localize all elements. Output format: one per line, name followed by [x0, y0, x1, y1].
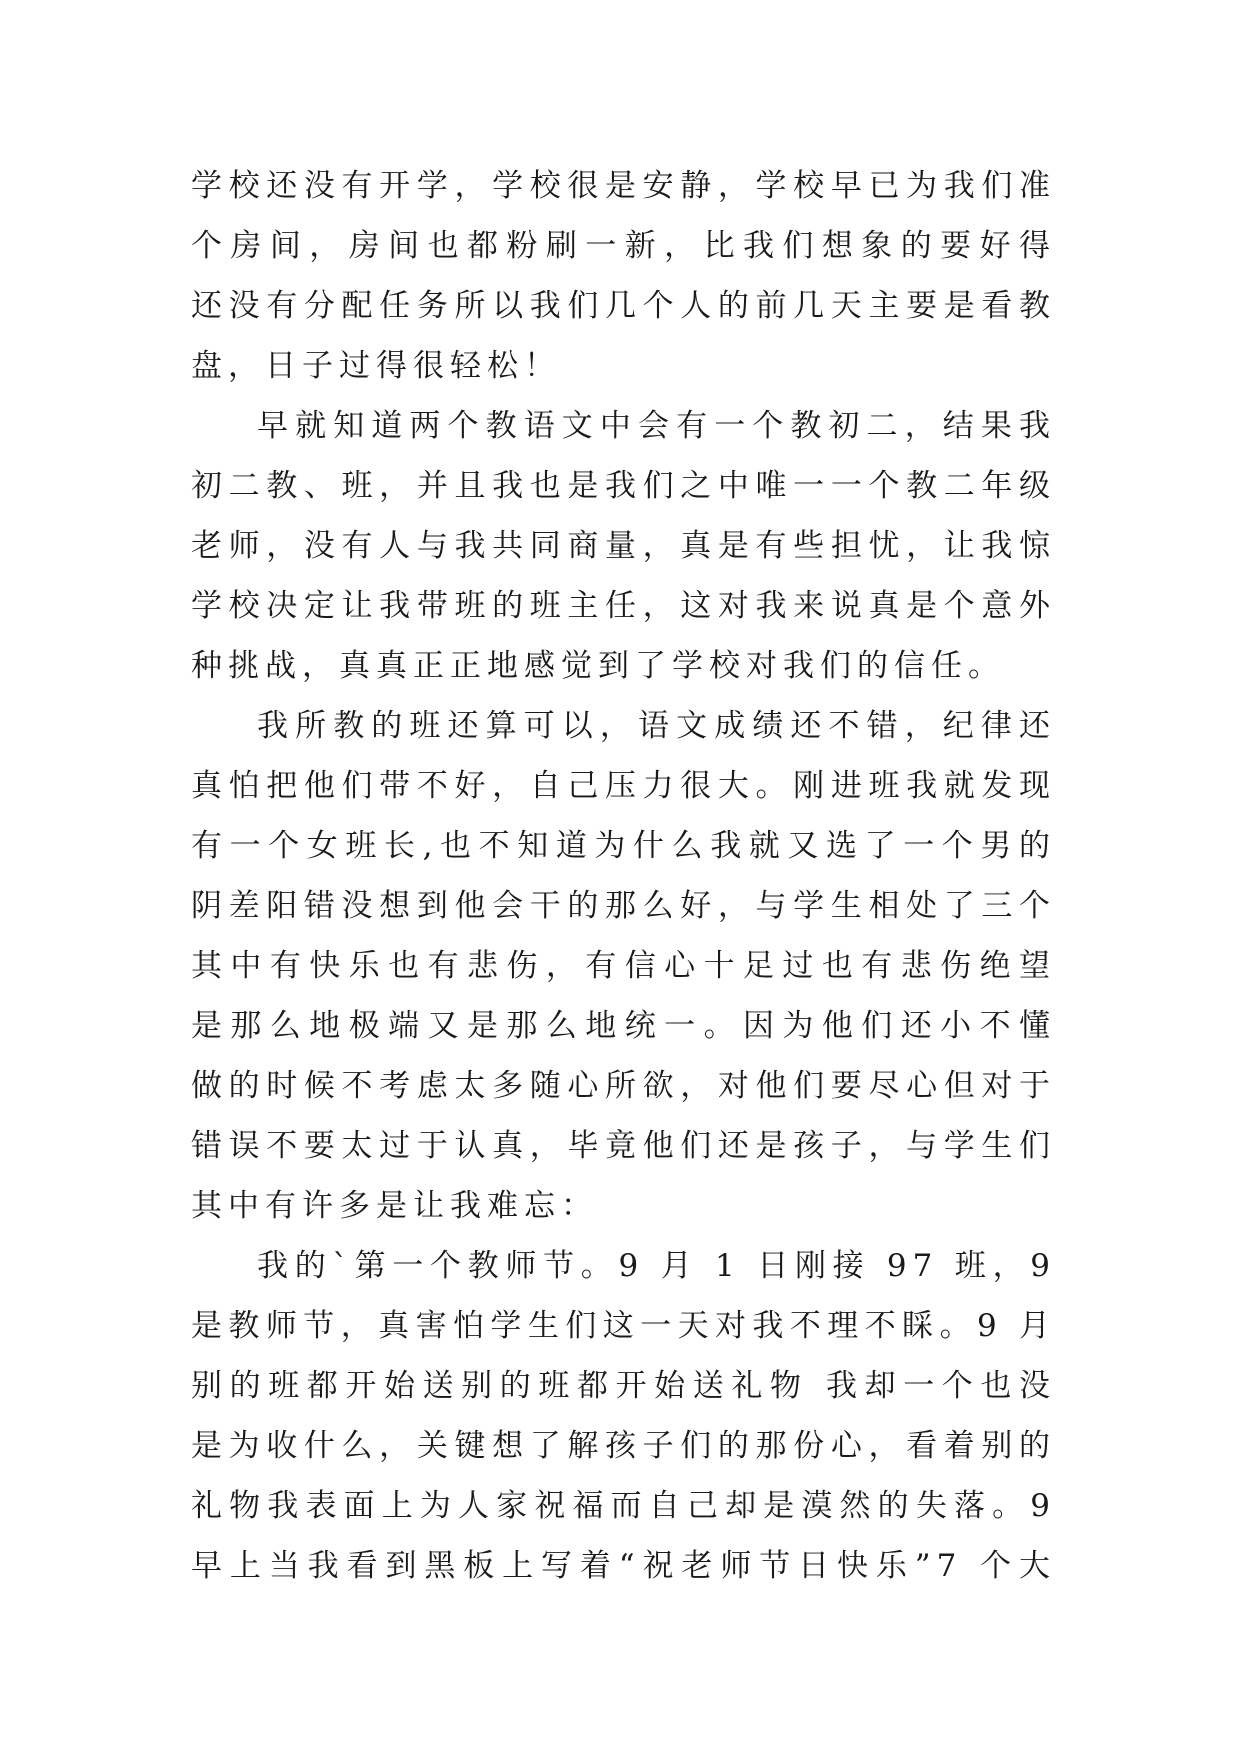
- body-text: [191, 156, 1056, 1596]
- text-line: 种挑战，真真正正地感觉到了学校对我们的信任。: [191, 648, 1005, 684]
- text-line: 做的时候不考虑太多随心所欲，对他们要尽心但对于: [191, 1068, 1056, 1104]
- text-line: 我所教的班还算可以，语文成绩还不错，纪律还: [257, 708, 1056, 744]
- text-line: 礼物我表面上为人家祝福而自己却是漠然的失落。9: [191, 1488, 1056, 1524]
- text-line: 是教师节，真害怕学生们这一天对我不理不睬。9 月: [191, 1308, 1056, 1344]
- text-line: 早就知道两个教语文中会有一个教初二，结果我: [257, 408, 1056, 444]
- text-line: 其中有快乐也有悲伤，有信心十足过也有悲伤绝望: [191, 948, 1056, 984]
- text-line: 别的班都开始送别的班都开始送礼物 我却一个也没: [191, 1368, 1056, 1404]
- text-line: 我的`第一个教师节。9 月 1 日刚接 97 班，9: [257, 1248, 1056, 1284]
- text-line: 个房间，房间也都粉刷一新，比我们想象的要好得: [191, 228, 1056, 264]
- text-line: 早上当我看到黑板上写着“祝老师节日快乐”7 个大: [191, 1548, 1056, 1584]
- text-line: 学校还没有开学，学校很是安静，学校早已为我们准: [191, 168, 1056, 204]
- text-line: 是那么地极端又是那么地统一。因为他们还小不懂: [191, 1008, 1056, 1044]
- text-line: 盘，日子过得很轻松！: [191, 348, 561, 384]
- text-line: 是为收什么，关键想了解孩子们的那份心，看着别的: [191, 1428, 1056, 1464]
- text-line: 还没有分配任务所以我们几个人的前几天主要是看教: [191, 288, 1056, 324]
- text-line: 阴差阳错没想到他会干的那么好，与学生相处了三个: [191, 888, 1056, 924]
- text-line: 真怕把他们带不好，自己压力很大。刚进班我就发现: [191, 768, 1056, 804]
- text-line: 其中有许多是让我难忘：: [191, 1188, 598, 1224]
- text-line: 学校决定让我带班的班主任，这对我来说真是个意外: [191, 588, 1056, 624]
- text-line: 有一个女班长,也不知道为什么我就又选了一个男的: [191, 828, 1056, 864]
- text-line: 老师，没有人与我共同商量，真是有些担忧，让我惊: [191, 528, 1056, 564]
- text-line: 错误不要太过于认真，毕竟他们还是孩子，与学生们: [191, 1128, 1056, 1164]
- text-line: 初二教、班，并且我也是我们之中唯一一个教二年级: [191, 468, 1056, 504]
